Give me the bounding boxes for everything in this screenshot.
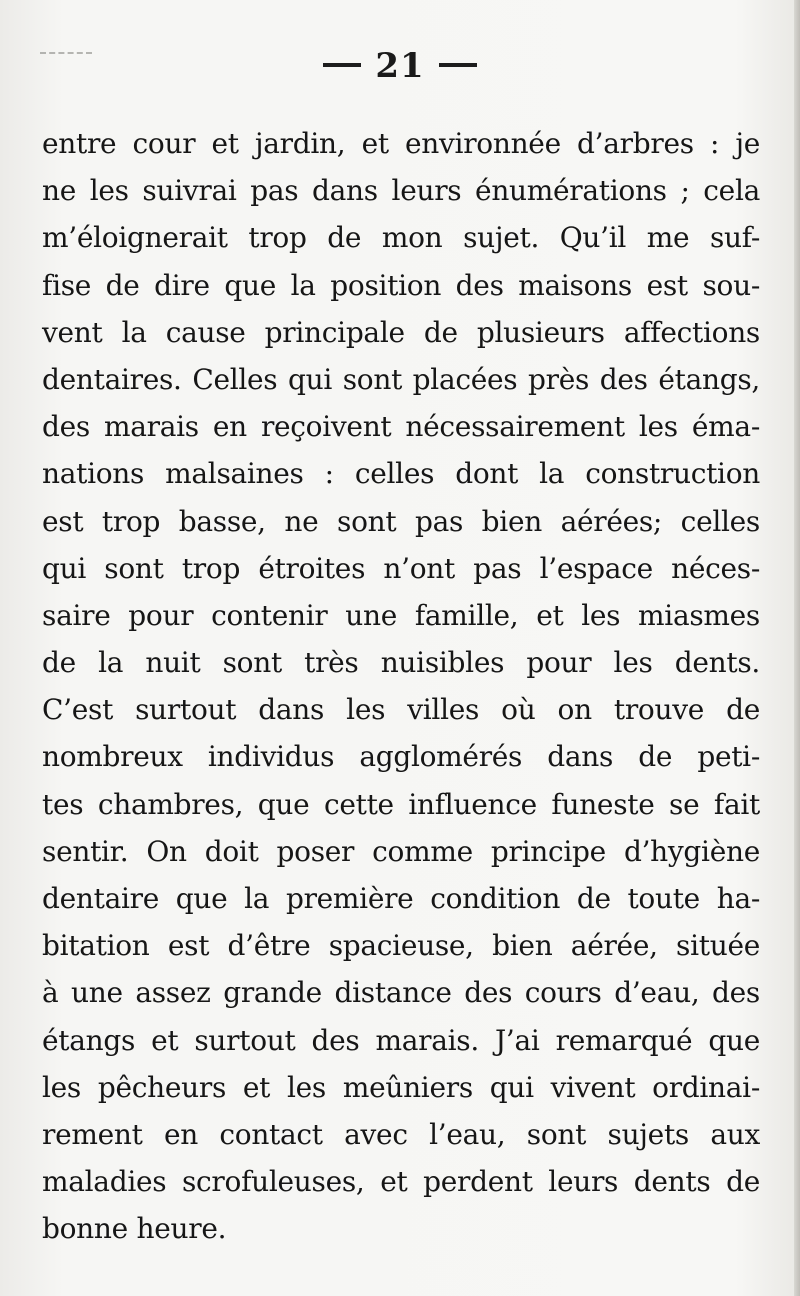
text-line: bonne heure. [42,1212,227,1246]
text-line: à une assez grande distance des cours d’eau, des [42,976,760,1010]
header-dash-left [323,63,361,67]
text-line: nations malsaines : celles dont la construction [42,457,760,491]
text-line: étangs et surtout des marais. J’ai remarqué que [42,1023,760,1057]
page-number: 21 [375,46,425,86]
text-line: qui sont trop étroites n’ont pas l’espace néces- [42,551,760,585]
text-line: de la nuit sont très nuisibles pour les dents. [42,646,760,680]
text-line: C’est surtout dans les villes où on trouve de [42,693,760,727]
text-line: tes chambres, que cette influence funeste se fait [42,787,760,821]
text-line: vent la cause principale de plusieurs affections [42,315,760,349]
text-line: les pêcheurs et les meûniers qui vivent ordinai- [42,1070,760,1104]
page-header [0,46,800,86]
text-line: nombreux individus agglomérés dans de peti- [42,740,760,774]
text-line: dentaire que la première condition de toute ha- [42,882,760,915]
text-line: entre cour et jardin, et environnée d’arbres : je [42,127,760,160]
text-line: fise de dire que la position des maisons est sou- [42,268,760,302]
text-line: saire pour contenir une famille, et les miasmes [42,598,760,632]
page-edge [794,0,800,1296]
text-line: maladies scrofuleuses, et perdent leurs dents de [42,1165,760,1199]
text-line: bitation est d’être spacieuse, bien aérée, située [42,929,760,963]
text-line: est trop basse, ne sont pas bien aérées; celles [42,504,760,538]
body-text [42,120,760,1253]
header-dash-right [439,63,477,67]
text-line: ne les suivrai pas dans leurs énumérations ; cela [42,174,760,208]
text-line: m’éloignerait trop de mon sujet. Qu’il me suf- [42,221,760,255]
text-line: des marais en reçoivent nécessairement les éma- [42,410,760,444]
text-line: dentaires. Celles qui sont placées près des étangs, [42,362,760,396]
text-line: rement en contact avec l’eau, sont sujets aux [42,1117,760,1151]
text-line: sentir. On doit poser comme principe d’hygiène [42,834,760,868]
